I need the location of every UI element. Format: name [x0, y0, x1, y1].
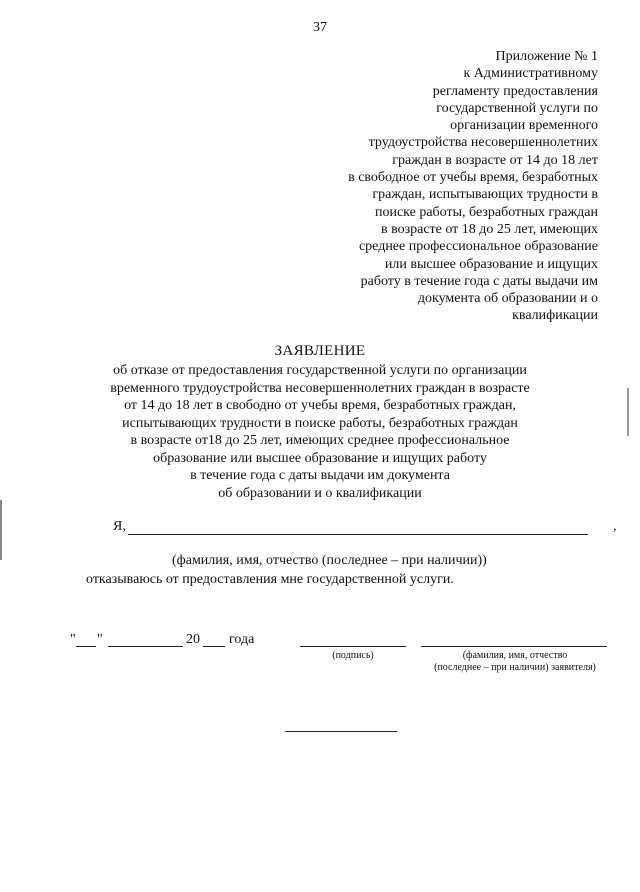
ya-label: Я,	[113, 519, 126, 534]
appendix-line: квалификации	[512, 308, 598, 324]
appendix-line: к Административному	[463, 66, 598, 82]
subject-line: от 14 до 18 лет в свободно от учебы время, безработных граждан,	[124, 398, 516, 413]
appendix-line: Приложение № 1	[495, 49, 598, 64]
subject-line: в течение года с даты выдачи им документа	[190, 468, 450, 483]
appendix-line: поиске работы, безработных граждан	[374, 204, 598, 220]
day-field[interactable]	[76, 646, 96, 647]
year-field[interactable]	[203, 646, 225, 647]
name-caption-line1: (фамилия, имя, отчество	[462, 650, 568, 661]
signature-field[interactable]	[300, 646, 406, 647]
signature-caption: (подпись)	[332, 650, 374, 661]
appendix-line: документа об образовании и о	[417, 291, 598, 307]
appendix-line: или высшее образование и ищущих	[384, 256, 598, 272]
appendix-line: работу в течение года с даты выдачи им	[360, 273, 598, 289]
subject-line: об отказе от предоставления государственной услуги по организации	[113, 363, 527, 378]
year-suffix: года	[229, 632, 255, 647]
subject-line: образование или высшее образование и ищущих работу	[153, 450, 487, 466]
date-quote-close: "	[97, 632, 103, 647]
scan-edge-mark-left	[0, 500, 2, 560]
applicant-fullname-field[interactable]	[421, 646, 607, 647]
appendix-line: среднее профессиональное образование	[358, 239, 598, 255]
appendix-line: граждан в возрасте от 14 до 18 лет	[392, 152, 598, 168]
name-comma: ,	[613, 519, 617, 534]
page-number: 37	[313, 20, 327, 35]
fio-hint: (фамилия, имя, отчество (последнее – при наличии))	[172, 553, 487, 568]
appendix-line: трудоустройства несовершеннолетних	[368, 135, 598, 151]
appendix-line: организации временного	[450, 118, 598, 134]
document-title: ЗАЯВЛЕНИЕ	[274, 343, 366, 359]
month-field[interactable]	[108, 646, 183, 647]
year-prefix: 20	[186, 632, 200, 647]
subject-line: испытывающих трудности в поиске работы, безработных граждан	[122, 415, 518, 431]
appendix-header	[348, 48, 598, 325]
date-quote-open: "	[70, 632, 76, 647]
appendix-line: государственной услуги по	[436, 100, 598, 116]
document-subject	[0, 362, 640, 502]
applicant-name-field[interactable]	[128, 534, 588, 535]
appendix-line: в возрасте от 18 до 25 лет, имеющих	[380, 221, 598, 237]
appendix-line: граждан, испытывающих трудности в	[372, 187, 598, 203]
subject-line: в возрасте от18 до 25 лет, имеющих среднее профессиональное	[130, 433, 510, 448]
closing-separator-line	[285, 731, 397, 732]
name-caption-line2: (последнее – при наличии) заявителя)	[434, 662, 596, 673]
subject-line: временного трудоустройства несовершеннолетних граждан в возрасте	[110, 380, 530, 396]
refusal-statement: отказываюсь от предоставления мне государственной услуги.	[86, 572, 454, 587]
subject-line: об образовании и о квалификации	[218, 485, 422, 501]
appendix-line: в свободное от учебы время, безработных	[348, 170, 598, 186]
appendix-line: регламенту предоставления	[432, 83, 598, 99]
